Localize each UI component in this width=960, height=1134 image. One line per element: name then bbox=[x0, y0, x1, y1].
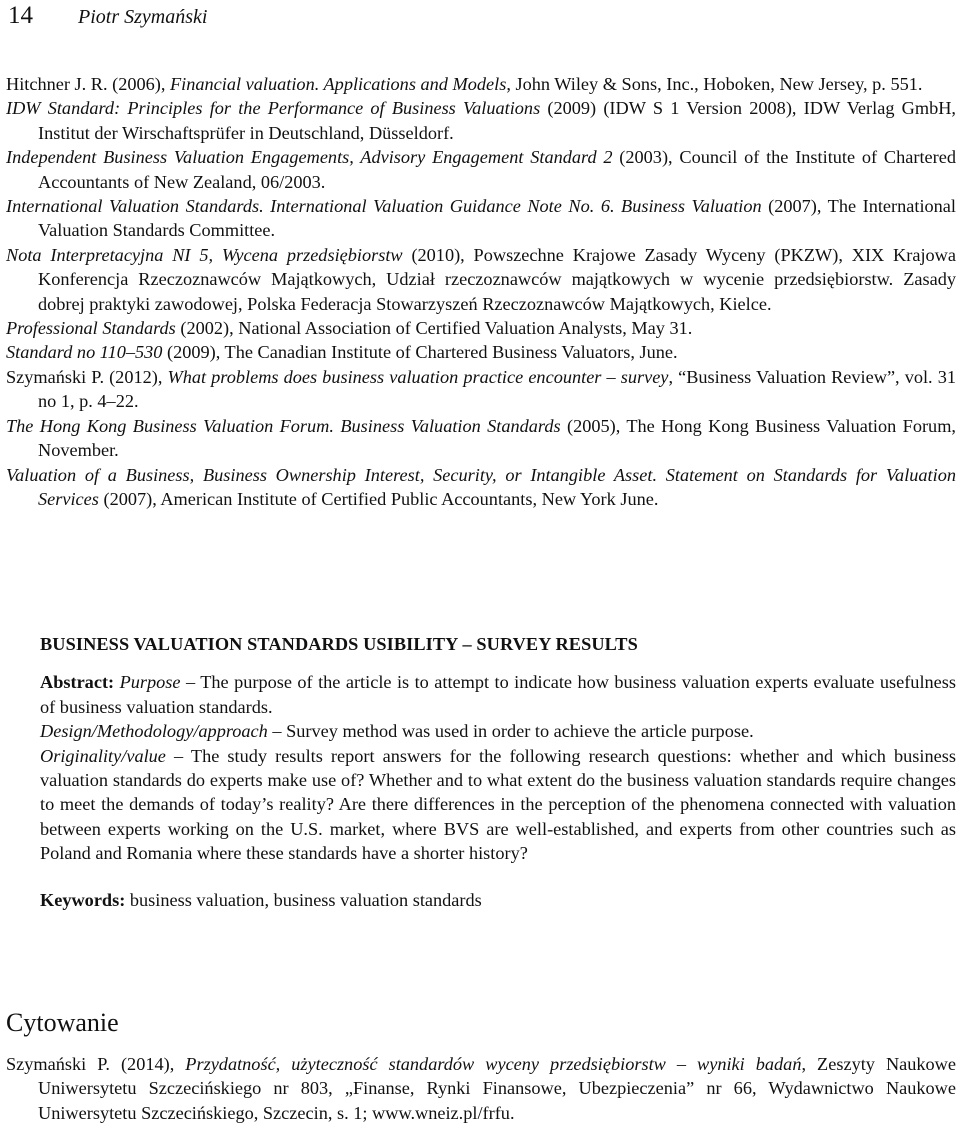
reference-details: (2010), Powszechne Krajowe Zasady Wyceny (PKZW), XIX Krajowa Konferencja Rzeczoznawców Majątkowych, Udział rzeczoznawców majątkowych w wycenie przedsiębiorstw. Zasady dobrej praktyki zawodowej, Polska Federacja Stowarzyszeń Rzeczoznawców Majątkowych, Kielce. bbox=[38, 244, 956, 314]
citation-title: Przydatność, użyteczność standardów wyceny przedsiębiorstw – wyniki badań bbox=[185, 1054, 802, 1074]
reference-plain: Hitchner J. R. (2006), bbox=[6, 74, 170, 94]
reference-item bbox=[6, 365, 956, 414]
reference-item bbox=[6, 414, 956, 463]
keywords-label: Keywords: bbox=[40, 889, 126, 910]
reference-title: Valuation of a Business, Business Ownership Interest, Security, or Intangible Asset. Statement on Standards for Valuation Services bbox=[6, 464, 956, 509]
reference-details: (2007), The International Valuation Standards Committee. bbox=[38, 196, 956, 241]
purpose-text: – The purpose of the article is to attempt to indicate how business valuation experts evaluate usefulness of business valuation standards. bbox=[40, 672, 957, 717]
citation-author: Szymański P. (2014), bbox=[6, 1054, 186, 1074]
reference-details: (2005), The Hong Kong Business Valuation Forum, November. bbox=[38, 415, 956, 461]
page-number: 14 bbox=[8, 2, 33, 29]
reference-item bbox=[6, 340, 956, 364]
citation-section bbox=[6, 1008, 956, 1125]
reference-plain: Szymański P. (2012), bbox=[6, 366, 168, 387]
reference-item bbox=[6, 96, 956, 145]
abstract-originality bbox=[40, 744, 956, 866]
design-text: – Survey method was used in order to achieve the article purpose. bbox=[267, 721, 754, 742]
reference-title: Financial valuation. Applications and Models bbox=[170, 74, 507, 94]
page-header bbox=[8, 2, 207, 42]
reference-item bbox=[6, 243, 956, 316]
reference-title: What problems does business valuation practice encounter – survey bbox=[167, 366, 669, 387]
keywords bbox=[40, 888, 956, 912]
abstract-design bbox=[40, 719, 956, 743]
design-label: Design/Methodology/approach bbox=[40, 721, 268, 742]
abstract-label: Abstract: bbox=[40, 672, 115, 693]
reference-details: , John Wiley & Sons, Inc., Hoboken, New Jersey, p. 551. bbox=[506, 74, 923, 94]
reference-title: Professional Standards bbox=[6, 318, 176, 339]
reference-details: (2007), American Institute of Certified Public Accountants, New York June. bbox=[98, 488, 659, 509]
english-summary bbox=[40, 632, 956, 912]
reference-title: IDW Standard: Principles for the Performance of Business Valuations bbox=[6, 98, 541, 119]
reference-item bbox=[6, 145, 956, 194]
reference-title: International Valuation Standards. International Valuation Guidance Note No. 6. Business Valuation bbox=[6, 196, 762, 217]
reference-details: (2009) (IDW S 1 Version 2008), IDW Verlag GmbH, Institut der Wirschaftsprüfer in Deutschland, Düsseldorf. bbox=[38, 98, 956, 143]
abstract-purpose bbox=[40, 670, 956, 719]
reference-list bbox=[6, 72, 956, 511]
reference-title: Independent Business Valuation Engagements, Advisory Engagement Standard 2 bbox=[6, 147, 613, 168]
reference-title: The Hong Kong Business Valuation Forum. Business Valuation Standards bbox=[6, 415, 561, 436]
summary-title: BUSINESS VALUATION STANDARDS USIBILITY – SURVEY RESULTS bbox=[40, 634, 638, 654]
reference-item bbox=[6, 194, 956, 243]
reference-title: Standard no 110–530 bbox=[6, 342, 163, 363]
reference-item bbox=[6, 463, 956, 512]
citation-text bbox=[6, 1052, 956, 1125]
reference-item bbox=[6, 316, 956, 340]
citation-details: , Zeszyty Naukowe Uniwersytetu Szczecińskiego nr 803, „Finanse, Rynki Finansowe, Ubezpieczenia” nr 66, Wydawnictwo Naukowe Uniwersytetu Szczecińskiego, Szczecin, s. 1; www.wneiz.pl/frfu. bbox=[38, 1054, 956, 1123]
reference-item bbox=[6, 72, 956, 96]
reference-details: (2009), The Canadian Institute of Chartered Business Valuators, June. bbox=[162, 342, 678, 363]
keywords-text: business valuation, business valuation standards bbox=[125, 889, 482, 910]
running-head-author: Piotr Szymański bbox=[78, 6, 208, 28]
reference-details: (2003), Council of the Institute of Chartered Accountants of New Zealand, 06/2003. bbox=[38, 147, 956, 192]
purpose-label: Purpose bbox=[119, 672, 181, 693]
reference-details: (2002), National Association of Certified Valuation Analysts, May 31. bbox=[175, 318, 693, 339]
originality-label: Originality/value bbox=[40, 745, 166, 766]
reference-title: Nota Interpretacyjna NI 5, Wycena przedsiębiorstw bbox=[6, 244, 403, 265]
originality-text: – The study results report answers for the following research questions: whether and which business valuation standards do experts make use of? Whether and to what extent do the business valuation standards require changes to meet the demands of today’s reality? Are there differences in the perception of the phenomena connected with valuation between experts working on the U.S. market, where BVS are well-established, and experts from other countries such as Poland and Romania where these standards have a shorter history? bbox=[40, 745, 956, 864]
reference-details: , “Business Valuation Review”, vol. 31 no 1, p. 4–22. bbox=[38, 366, 956, 412]
citation-heading: Cytowanie bbox=[6, 1008, 119, 1037]
